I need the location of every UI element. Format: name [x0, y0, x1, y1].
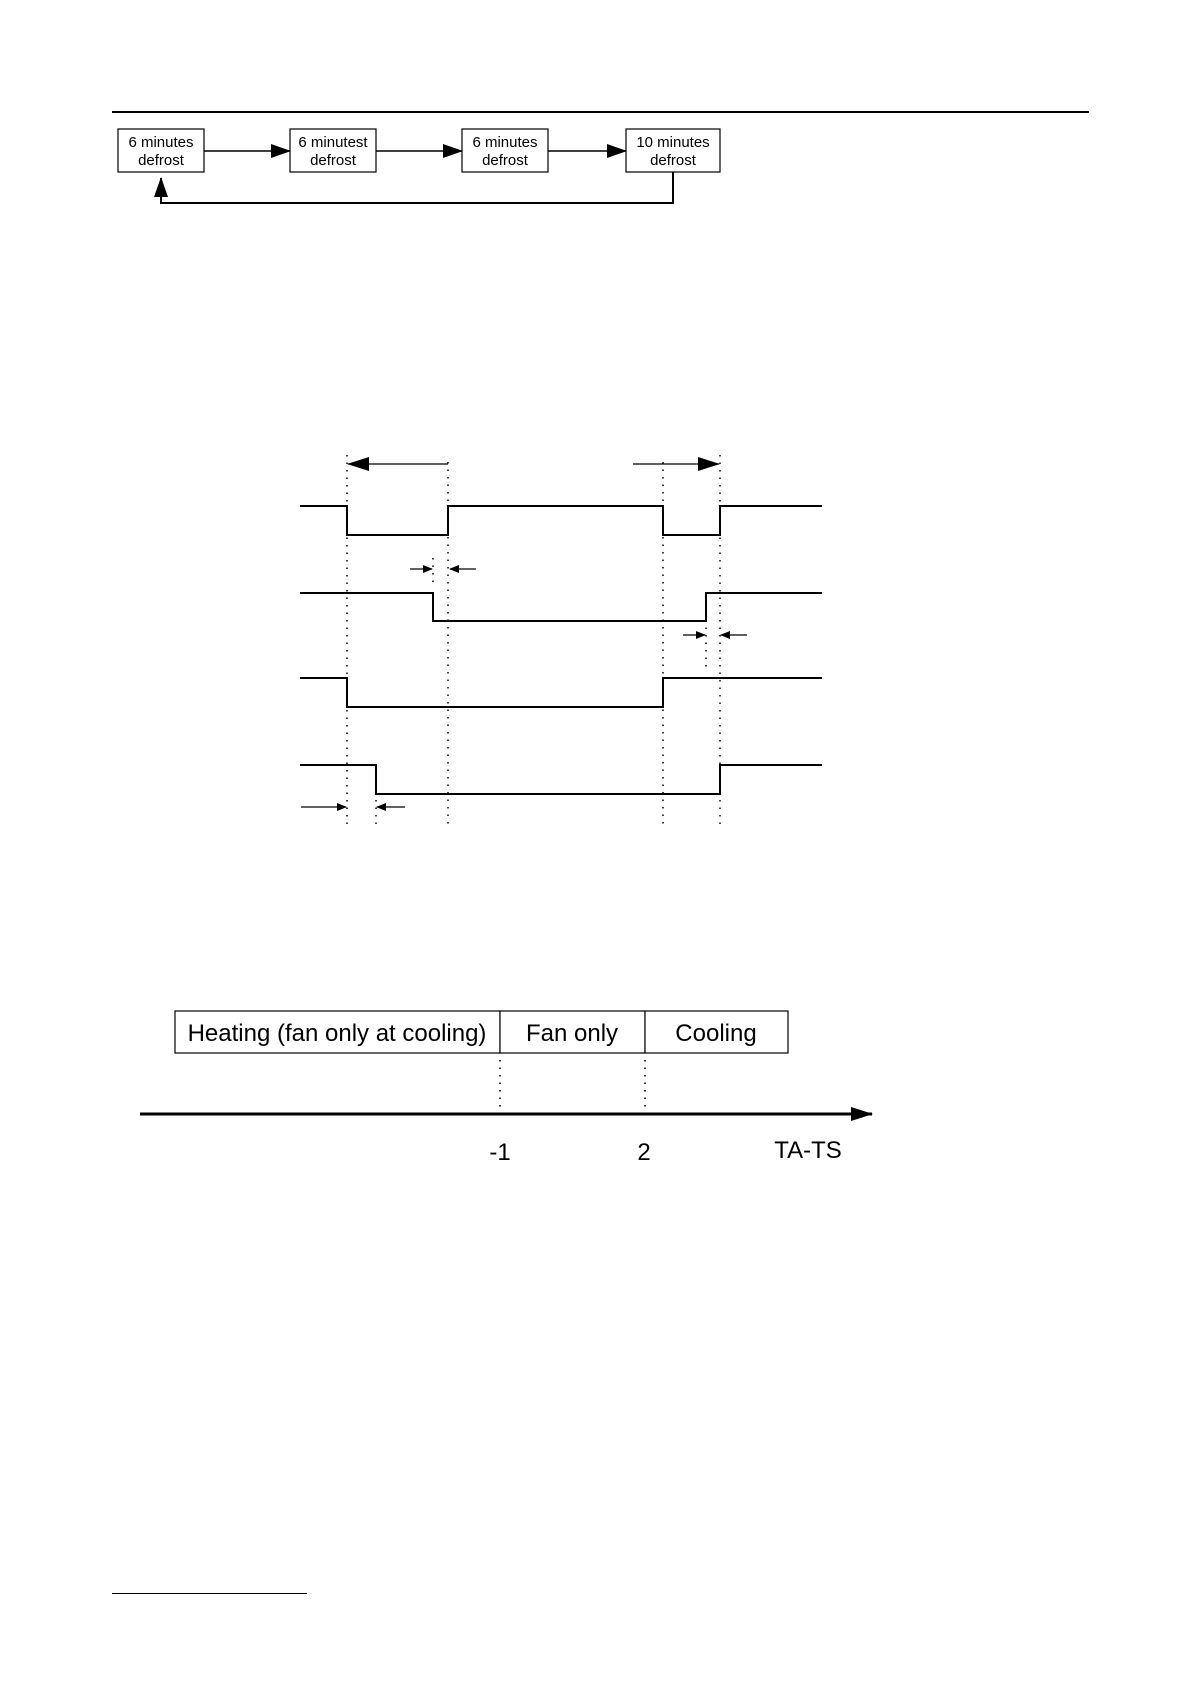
timing-guides: [347, 455, 720, 825]
signal-waveform: [300, 765, 822, 794]
defrost-step-box: [462, 129, 548, 172]
defrost-step-line2: defrost: [138, 152, 184, 169]
defrost-step-line1: 6 minutes: [472, 134, 538, 151]
mode-zone-label: Heating (fan only at cooling): [187, 1020, 487, 1047]
footnote-rule: [112, 1593, 307, 1594]
threshold-label: -1: [489, 1139, 511, 1166]
mode-selection-diagram: [140, 1011, 872, 1166]
defrost-cycle-diagram: [118, 129, 720, 203]
defrost-step-line2: defrost: [310, 152, 356, 169]
defrost-step-box: [626, 129, 720, 172]
signal-waveform: [300, 506, 822, 535]
defrost-step-line2: defrost: [482, 152, 528, 169]
timing-diagram: [300, 455, 822, 825]
threshold-guides: [500, 1060, 645, 1110]
defrost-step-line1: 6 minutest: [298, 134, 368, 151]
threshold-label: 2: [637, 1139, 651, 1166]
signal-waveform: [300, 678, 822, 707]
defrost-step-line1: 6 minutes: [128, 134, 194, 151]
defrost-step-line2: defrost: [650, 152, 696, 169]
loop-back-arrow: [161, 172, 673, 203]
mode-zone-label: Cooling: [675, 1020, 757, 1047]
defrost-step-line1: 10 minutes: [636, 134, 710, 151]
defrost-step-box: [290, 129, 376, 172]
defrost-step-box: [118, 129, 204, 172]
signal-waveform: [300, 593, 822, 621]
axis-label: TA-TS: [774, 1137, 842, 1164]
mode-zone-label: Fan only: [525, 1020, 619, 1047]
